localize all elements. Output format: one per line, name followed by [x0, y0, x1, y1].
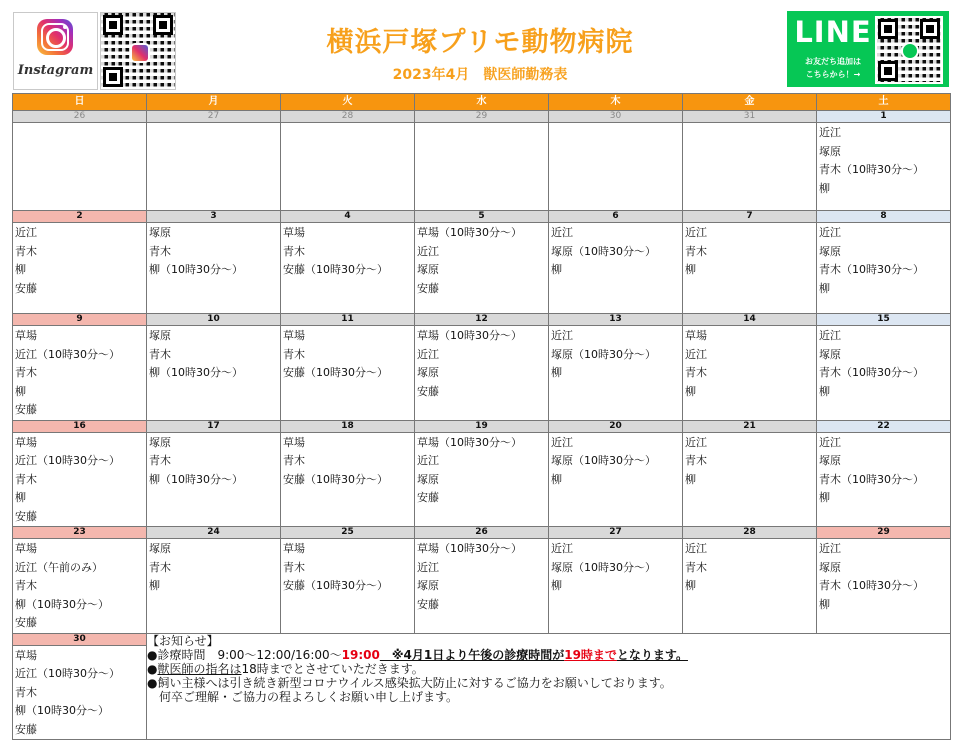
- shift-entry: 柳: [15, 491, 26, 504]
- shift-entry: 草場: [283, 226, 305, 239]
- hours-note-red: 19時まで: [564, 647, 617, 662]
- shift-entry: 近江: [15, 226, 37, 239]
- shift-list: [281, 123, 414, 124]
- day-number: 16: [13, 421, 146, 433]
- shift-list: [13, 223, 146, 298]
- shift-entry: 安藤（10時30分～）: [283, 263, 388, 276]
- shift-entry: 近江: [551, 329, 573, 342]
- week-row: [13, 211, 951, 314]
- shift-entry: 柳: [819, 281, 830, 295]
- day-cell: [817, 527, 951, 634]
- hours-note-b: となります。: [616, 647, 688, 662]
- shift-list: [817, 539, 950, 614]
- shift-entry: 草場: [15, 542, 37, 555]
- day-number: 19: [415, 421, 548, 433]
- shift-entry: 青木: [283, 560, 305, 574]
- shift-entry: 安藤: [15, 509, 37, 523]
- shift-entry: 青木: [283, 454, 305, 467]
- day-cell: [13, 211, 147, 314]
- week-row: [13, 633, 951, 740]
- day-cell: [281, 211, 415, 314]
- shift-entry: 青木: [685, 560, 707, 574]
- day-number: 18: [281, 421, 414, 433]
- shift-entry: 塚原: [417, 366, 439, 379]
- shift-entry: 安藤（10時30分～）: [283, 579, 388, 592]
- shift-entry: 青木（10時30分～）: [819, 579, 924, 592]
- day-cell: [683, 420, 817, 527]
- day-number: 22: [817, 421, 950, 433]
- day-number: 26: [13, 111, 146, 123]
- shift-list: [549, 326, 682, 383]
- shift-entry: 柳（10時30分～）: [15, 597, 109, 611]
- notice-heading: 【お知らせ】: [147, 633, 219, 648]
- shift-list: [549, 539, 682, 596]
- shift-entry: 塚原: [819, 560, 841, 574]
- day-number: 17: [147, 421, 280, 433]
- day-cell: [13, 111, 147, 211]
- day-cell: [549, 314, 683, 421]
- day-number: 23: [13, 527, 146, 539]
- shift-entry: 青木: [149, 454, 171, 467]
- weekday-sat: 土: [817, 94, 951, 111]
- notice-covid-1: ●飼い主様へは引き続き新型コロナウイルス感染拡大防止に対するご協力をお願いしております。: [147, 675, 672, 690]
- shift-list: [281, 433, 414, 490]
- shift-entry: 青木: [15, 244, 37, 258]
- weekday-thu: 木: [549, 94, 683, 111]
- shift-entry: 柳: [15, 263, 26, 276]
- shift-entry: 安藤: [15, 403, 37, 416]
- line-friend-banner[interactable]: [787, 11, 949, 87]
- shift-entry: 近江: [551, 226, 573, 239]
- shift-entry: 塚原: [417, 472, 439, 486]
- day-cell: [683, 211, 817, 314]
- shift-entry: 柳: [685, 472, 696, 486]
- day-cell: [549, 420, 683, 527]
- shift-list: [13, 123, 146, 124]
- line-logo: LINE: [794, 15, 872, 49]
- shift-entry: 草場（10時30分～）: [417, 435, 522, 449]
- shift-entry: 柳: [819, 384, 830, 398]
- shift-entry: 塚原: [149, 226, 171, 239]
- shift-entry: 青木（10時30分～）: [819, 163, 924, 176]
- shift-entry: 近江: [685, 542, 707, 555]
- shift-list: [281, 326, 414, 383]
- shift-entry: 柳: [819, 597, 830, 611]
- weekday-wed: 水: [415, 94, 549, 111]
- shift-list: [13, 539, 146, 633]
- shift-list: [817, 123, 950, 198]
- day-number: 25: [281, 527, 414, 539]
- day-number: 4: [281, 211, 414, 223]
- shift-list: [281, 539, 414, 596]
- shift-entry: 塚原: [417, 579, 439, 592]
- shift-entry: 塚原: [417, 263, 439, 276]
- shift-entry: 柳: [551, 366, 562, 379]
- shift-entry: 塚原（10時30分～）: [551, 454, 656, 467]
- day-cell: [817, 111, 951, 211]
- day-number: 5: [415, 211, 548, 223]
- day-cell: [415, 420, 549, 527]
- shift-calendar: [12, 93, 951, 740]
- shift-entry: 安藤: [15, 281, 37, 295]
- instagram-icon: [37, 19, 73, 55]
- day-number: 20: [549, 421, 682, 433]
- shift-entry: 青木: [15, 579, 37, 592]
- shift-entry: 近江: [551, 435, 573, 449]
- shift-list: [415, 433, 548, 508]
- shift-entry: 近江: [685, 435, 707, 449]
- day-cell: [549, 111, 683, 211]
- shift-list: [415, 123, 548, 124]
- day-number: 2: [13, 211, 146, 223]
- shift-entry: 塚原（10時30分～）: [551, 244, 656, 258]
- shift-entry: 柳: [551, 579, 562, 592]
- shift-entry: 草場（10時30分～）: [417, 329, 522, 342]
- weekday-header-row: [13, 94, 951, 111]
- shift-list: [817, 326, 950, 401]
- shift-entry: 塚原: [149, 435, 171, 449]
- day-cell: [147, 314, 281, 421]
- shift-entry: 近江: [819, 542, 841, 555]
- day-number: 29: [817, 527, 950, 539]
- day-cell: [281, 420, 415, 527]
- day-number: 24: [147, 527, 280, 539]
- shift-entry: 近江: [417, 454, 439, 467]
- shift-entry: 青木: [283, 244, 305, 258]
- shift-entry: 草場: [283, 435, 305, 449]
- shift-entry: 柳（10時30分～）: [15, 704, 109, 717]
- day-cell: [415, 527, 549, 634]
- instagram-qr-code-icon[interactable]: [100, 12, 176, 90]
- day-cell: [549, 211, 683, 314]
- page-header: [0, 0, 963, 92]
- day-cell: [549, 527, 683, 634]
- shift-entry: 近江: [819, 329, 841, 342]
- shift-list: [147, 326, 280, 383]
- shift-entry: 柳: [685, 384, 696, 398]
- shift-entry: 柳: [819, 181, 830, 195]
- shift-entry: 青木（10時30分～）: [819, 263, 924, 276]
- shift-entry: 草場: [685, 329, 707, 342]
- day-number: 28: [281, 111, 414, 123]
- shift-entry: 草場: [15, 648, 37, 662]
- week-row: [13, 420, 951, 527]
- nomination-underlined: 獣医師の指名は: [157, 661, 242, 676]
- shift-entry: 青木: [685, 244, 707, 258]
- day-cell: [13, 633, 147, 740]
- shift-entry: 柳: [149, 579, 160, 592]
- shift-list: [683, 539, 816, 596]
- day-number: 9: [13, 314, 146, 326]
- shift-entry: 安藤: [15, 616, 37, 629]
- shift-entry: 柳: [685, 579, 696, 592]
- day-cell: [147, 211, 281, 314]
- shift-entry: 青木: [149, 560, 171, 574]
- day-cell: [13, 314, 147, 421]
- notice-nomination: [147, 662, 950, 676]
- day-number: 27: [549, 527, 682, 539]
- shift-entry: 近江: [819, 435, 841, 449]
- shift-entry: 柳: [15, 384, 26, 398]
- shift-entry: 近江（10時30分～）: [15, 454, 120, 467]
- shift-list: [147, 433, 280, 490]
- day-cell: [281, 111, 415, 211]
- shift-entry: 安藤（10時30分～）: [283, 366, 388, 379]
- shift-entry: 近江: [417, 347, 439, 361]
- shift-entry: 草場: [283, 542, 305, 555]
- shift-entry: 青木: [685, 454, 707, 467]
- day-number: 26: [415, 527, 548, 539]
- shift-entry: 近江: [685, 226, 707, 239]
- shift-entry: 柳: [551, 472, 562, 486]
- shift-entry: 近江（10時30分～）: [15, 667, 120, 680]
- weekday-mon: 月: [147, 94, 281, 111]
- shift-list: [281, 223, 414, 280]
- page-title: 横浜戸塚プリモ動物病院: [326, 27, 634, 58]
- day-cell: [147, 111, 281, 211]
- line-invite-line-1: お友だち追加は: [805, 57, 861, 66]
- day-number: 8: [817, 211, 950, 223]
- line-invite-line-2: こちらから！→: [805, 70, 861, 79]
- day-cell: [817, 314, 951, 421]
- shift-entry: 近江: [685, 347, 707, 361]
- shift-list: [147, 539, 280, 596]
- shift-list: [147, 223, 280, 280]
- shift-entry: 近江（午前のみ）: [15, 560, 103, 574]
- shift-list: [549, 123, 682, 124]
- shift-entry: 青木（10時30分～）: [819, 366, 924, 379]
- shift-entry: 近江: [417, 244, 439, 258]
- day-number: 12: [415, 314, 548, 326]
- shift-entry: 塚原（10時30分～）: [551, 560, 656, 574]
- day-cell: [415, 314, 549, 421]
- weekday-tue: 火: [281, 94, 415, 111]
- day-number: 3: [147, 211, 280, 223]
- shift-entry: 安藤: [417, 281, 439, 295]
- shift-list: [415, 539, 548, 614]
- shift-entry: 柳（10時30分～）: [149, 263, 243, 276]
- shift-entry: 塚原: [819, 347, 841, 361]
- shift-list: [549, 223, 682, 280]
- shift-entry: 草場（10時30分～）: [417, 542, 522, 555]
- day-number: 30: [13, 634, 146, 646]
- weekday-fri: 金: [683, 94, 817, 111]
- instagram-label: Instagram: [17, 63, 94, 78]
- shift-entry: 青木: [15, 472, 37, 486]
- day-cell: [13, 420, 147, 527]
- line-invite-text: [793, 55, 873, 81]
- shift-entry: 近江: [417, 560, 439, 574]
- week-row: [13, 314, 951, 421]
- shift-list: [415, 223, 548, 298]
- shift-entry: 塚原: [149, 542, 171, 555]
- day-cell: [415, 111, 549, 211]
- shift-list: [683, 223, 816, 280]
- shift-entry: 青木: [15, 366, 37, 379]
- shift-list: [683, 433, 816, 490]
- day-number: 6: [549, 211, 682, 223]
- day-number: 29: [415, 111, 548, 123]
- weekday-sun: 日: [13, 94, 147, 111]
- shift-entry: 草場（10時30分～）: [417, 226, 522, 239]
- shift-entry: 草場: [283, 329, 305, 342]
- day-number: 14: [683, 314, 816, 326]
- shift-entry: 青木: [15, 685, 37, 699]
- nomination-rest: 18時までとさせていただきます。: [241, 661, 424, 676]
- day-number: 28: [683, 527, 816, 539]
- shift-entry: 近江: [819, 126, 841, 139]
- shift-list: [549, 433, 682, 490]
- day-number: 31: [683, 111, 816, 123]
- hours-end: 19:00: [341, 647, 380, 662]
- day-cell: [683, 527, 817, 634]
- shift-entry: 柳（10時30分～）: [149, 472, 243, 486]
- shift-list: [13, 326, 146, 420]
- shift-entry: 塚原: [149, 329, 171, 342]
- day-number: 1: [817, 111, 950, 123]
- day-cell: [147, 420, 281, 527]
- week-row: [13, 111, 951, 211]
- shift-list: [817, 223, 950, 298]
- shift-list: [147, 123, 280, 124]
- day-cell: [13, 527, 147, 634]
- shift-entry: 塚原: [819, 244, 841, 258]
- shift-entry: 塚原: [819, 144, 841, 158]
- shift-entry: 柳（10時30分～）: [149, 366, 243, 379]
- shift-entry: 安藤（10時30分～）: [283, 472, 388, 486]
- hours-note-a: ※4月1日より午後の診療時間が: [379, 647, 565, 662]
- shift-entry: 青木: [283, 347, 305, 361]
- shift-entry: 柳: [685, 263, 696, 276]
- day-cell: [817, 211, 951, 314]
- shift-entry: 青木: [685, 366, 707, 379]
- line-qr-code-icon[interactable]: [875, 16, 943, 84]
- shift-entry: 草場: [15, 329, 37, 342]
- shift-entry: 近江: [551, 542, 573, 555]
- day-number: 15: [817, 314, 950, 326]
- shift-entry: 安藤: [417, 384, 439, 398]
- shift-entry: 青木: [149, 244, 171, 258]
- day-number: 11: [281, 314, 414, 326]
- day-number: 7: [683, 211, 816, 223]
- day-cell: [817, 420, 951, 527]
- shift-list: [13, 646, 146, 740]
- shift-entry: 安藤: [15, 722, 37, 736]
- shift-entry: 塚原: [819, 454, 841, 467]
- shift-list: [817, 433, 950, 508]
- instagram-badge[interactable]: [13, 12, 98, 90]
- day-cell: [281, 527, 415, 634]
- shift-entry: 青木: [149, 347, 171, 361]
- nomination-bullet: ●: [147, 661, 158, 676]
- shift-entry: 安藤: [417, 597, 439, 611]
- shift-entry: 柳: [819, 491, 830, 504]
- notice-hours: [147, 648, 950, 662]
- day-number: 30: [549, 111, 682, 123]
- week-row: [13, 527, 951, 634]
- day-number: 21: [683, 421, 816, 433]
- day-cell: [683, 111, 817, 211]
- shift-list: [683, 326, 816, 401]
- day-number: 10: [147, 314, 280, 326]
- hours-prefix: ●診療時間 9:00～12:00/16:00～: [147, 647, 342, 662]
- shift-list: [415, 326, 548, 401]
- shift-entry: 近江（10時30分～）: [15, 347, 120, 361]
- shift-entry: 青木（10時30分～）: [819, 472, 924, 486]
- shift-entry: 草場: [15, 435, 37, 449]
- shift-entry: 柳: [551, 263, 562, 276]
- day-cell: [683, 314, 817, 421]
- shift-entry: 安藤: [417, 491, 439, 504]
- page-subtitle: 2023年4月 獣医師勤務表: [392, 67, 568, 83]
- shift-entry: 近江: [819, 226, 841, 239]
- day-number: 13: [549, 314, 682, 326]
- day-cell: [147, 527, 281, 634]
- notice-covid-2: 何卒ご理解・ご協力の程よろしくお願い申し上げます。: [147, 689, 459, 704]
- day-cell: [281, 314, 415, 421]
- notice-box: [147, 633, 951, 740]
- day-cell: [415, 211, 549, 314]
- shift-entry: 塚原（10時30分～）: [551, 347, 656, 361]
- shift-list: [13, 433, 146, 527]
- day-number: 27: [147, 111, 280, 123]
- shift-list: [683, 123, 816, 124]
